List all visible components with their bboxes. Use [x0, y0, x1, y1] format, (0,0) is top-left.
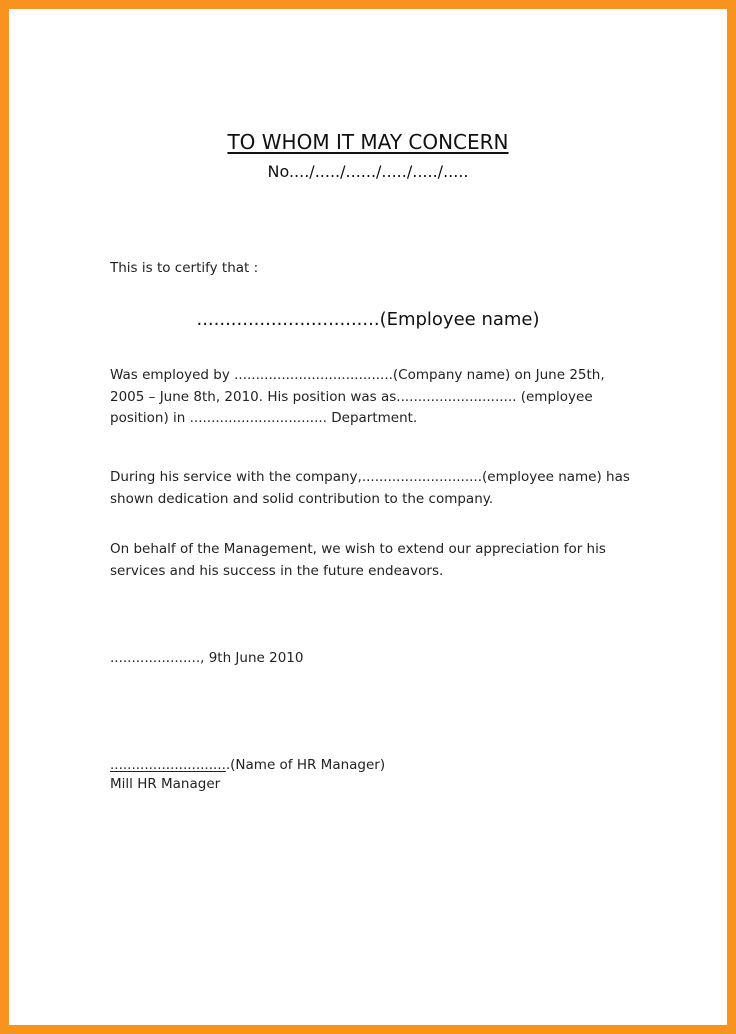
signature-title: Mill HR Manager	[110, 776, 221, 792]
signature-line: ...........................	[110, 757, 226, 773]
certify-intro: This is to certify that :	[110, 260, 259, 276]
employee-name-placeholder: ................................(Employee name)	[196, 309, 540, 330]
appreciation-paragraph: On behalf of the Management, we wish to extend our appreciation for his services and his success in the future endeavors.	[110, 541, 606, 579]
employment-paragraph: Was employed by .....................................(Company name) on June 25th, 2005 – June 8th, 2010. His position was as............................ (employee position) in ................................ Department.	[110, 367, 605, 426]
signature-name-label: .(Name of HR Manager)	[225, 757, 386, 773]
service-paragraph: During his service with the company,............................(employee name) has shown dedication and solid contribution to the company.	[110, 469, 630, 507]
document-title: TO WHOM IT MAY CONCERN	[227, 130, 509, 154]
date-line: ....................., 9th June 2010	[110, 650, 304, 666]
reference-number: No..../...../....../...../...../.....	[267, 162, 469, 181]
signature-block	[110, 757, 385, 773]
